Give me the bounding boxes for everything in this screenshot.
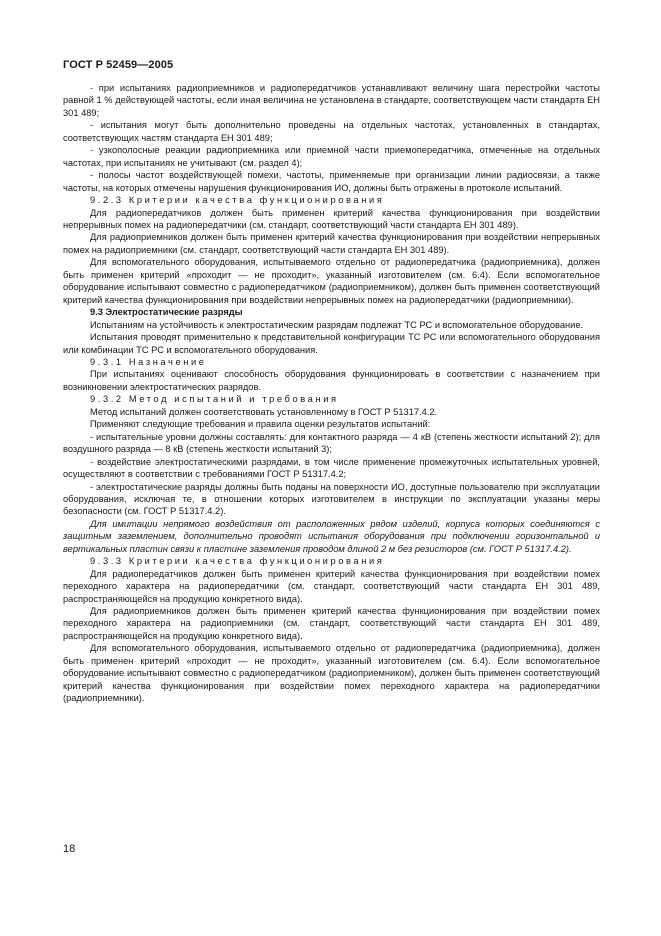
paragraph: - при испытаниях радиоприемников и радиопередатчиков устанавливают величину шага перестройки частоты равной 1 % действующей частоты, если иная величина не установлена в стандарте, соответствующем части стандарта ЕН 301 489;: [63, 83, 600, 118]
paragraph: - воздействие электростатическими разрядами, в том числе применение промежуточных испытательных уровней, осуществляют в соответствии с требованиями ГОСТ Р 51317.4.2;: [63, 456, 600, 480]
paragraph: - испытания могут быть дополнительно проведены на отдельных частотах, установленных в стандартах, соответствующих частям стандарта ЕН 301 489;: [63, 120, 600, 143]
paragraph: Испытания проводят применительно к представительной конфигурации ТС РС или вспомогательного оборудования или комбинации ТС РС и вспомогательного оборудования.: [63, 332, 600, 355]
paragraph: Для радиопередатчиков должен быть применен критерий качества функционирования при воздействии непрерывных помех на радиопередатчики (см. стандарт, соответствующий части стандарта ЕН 301 489).: [63, 207, 600, 230]
paragraph: Для радиоприемников должен быть применен критерий качества функционирования при воздействии помех переходного характера на радиоприемники (см. стандарт, соответствующий части стандарта ЕН 301 489, распространяющейся на продукцию конкретного вида).: [63, 606, 600, 641]
paragraph: Испытаниям на устойчивость к электростатическим разрядам подлежат ТС РС и вспомогательное оборудование.: [90, 319, 584, 330]
section-heading: 9.3 Электростатические разряды: [90, 307, 243, 318]
document-body: [63, 82, 600, 705]
paragraph: - испытательные уровни должны составлять: для контактного разряда — 4 кВ (степень жесткости испытаний 2); для воздушного разряда — 8 кВ (степень жесткости испытаний 3);: [63, 431, 600, 455]
paragraph: Для вспомогательного оборудования, испытываемого отдельно от радиопередатчика (радиоприемника), должен быть применен критерий «проходит — не проходит», указанный изготовителем (см. 6.4). Если вспомогательное оборудование испытывают совместно с радиопередатчиком (радиоприемником), должен быть применен соответствующий критерий качества функционирования при воздействии непрерывных помех на радиопередатчики (радиоприемники).: [63, 257, 600, 305]
paragraph-italic: Для имитации непрямого воздействия от расположенных рядом изделий, корпуса которых соединяются с защитным заземлением, дополнительно проводят испытания оборудования при подключении горизонтальной и вертикальных пластин связи к пластине заземления проводом длиной 2 м без резисторов (см. ГОСТ Р 51317.4.2).: [63, 518, 600, 554]
subsection-heading: 9.3.1 Назначение: [90, 356, 207, 367]
paragraph: - электростатические разряды должны быть поданы на поверхности ИО, доступные пользователю при эксплуатации оборудования, исключая те, в отношении которых изготовителем в инструкции по эксплуатации указаны меры безопасности (см. ГОСТ Р 51317.4.2).: [63, 481, 600, 517]
paragraph: Метод испытаний должен соответствовать установленному в ГОСТ Р 51317.4.2.: [90, 406, 438, 417]
document-header: ГОСТ Р 52459—2005: [63, 59, 174, 71]
paragraph: - узкополосные реакции радиоприемника или приемной части приемопередатчика, отмеченные на отдельных частотах, при испытаниях не учитывают (см. раздел 4);: [63, 145, 600, 168]
subsection-heading: 9.3.3 Критерии качества функционирования: [90, 556, 385, 567]
subsection-heading: 9.3.2 Метод испытаний и требования: [90, 394, 339, 405]
subsection-heading: 9.2.3 Критерии качества функционирования: [90, 195, 385, 206]
page-number: 18: [63, 843, 76, 855]
paragraph: - полосы частот воздействующей помехи, частоты, применяемые при организации линии радиосвязи, а также частоты, на которых отмечены нарушения функционирования ИО, должны быть отражены в протоколе испытаний.: [63, 170, 600, 193]
paragraph: Для радиопередатчиков должен быть применен критерий качества функционирования при воздействии помех переходного характера на радиопередатчики (см. стандарт, соответствующий части стандарта ЕН 301 489, распространяющейся на продукцию конкретного вида).: [63, 568, 600, 604]
paragraph: Для вспомогательного оборудования, испытываемого отдельно от радиопередатчика (радиоприемника), должен быть применен критерий «проходит — не проходит», указанный изготовителем (см. 6.4). Если вспомогательное оборудование испытывают совместно с радиопередатчиком (радиоприемником), должен быть применен соответствующий критерий качества функционирования при воздействии помех переходного характера на радиопередатчики (радиоприемники).: [63, 643, 600, 704]
paragraph: Применяют следующие требования и правила оценки результатов испытаний:: [90, 419, 431, 430]
paragraph: При испытаниях оценивают способность оборудования функционировать в соответствии с назначением при возникновении электростатических разрядов.: [63, 369, 600, 392]
paragraph: Для радиоприемников должен быть применен критерий качества функционирования при воздействии непрерывных помех на радиоприемники (см. стандарт, соответствующий части стандарта ЕН 301 489).: [63, 232, 600, 255]
